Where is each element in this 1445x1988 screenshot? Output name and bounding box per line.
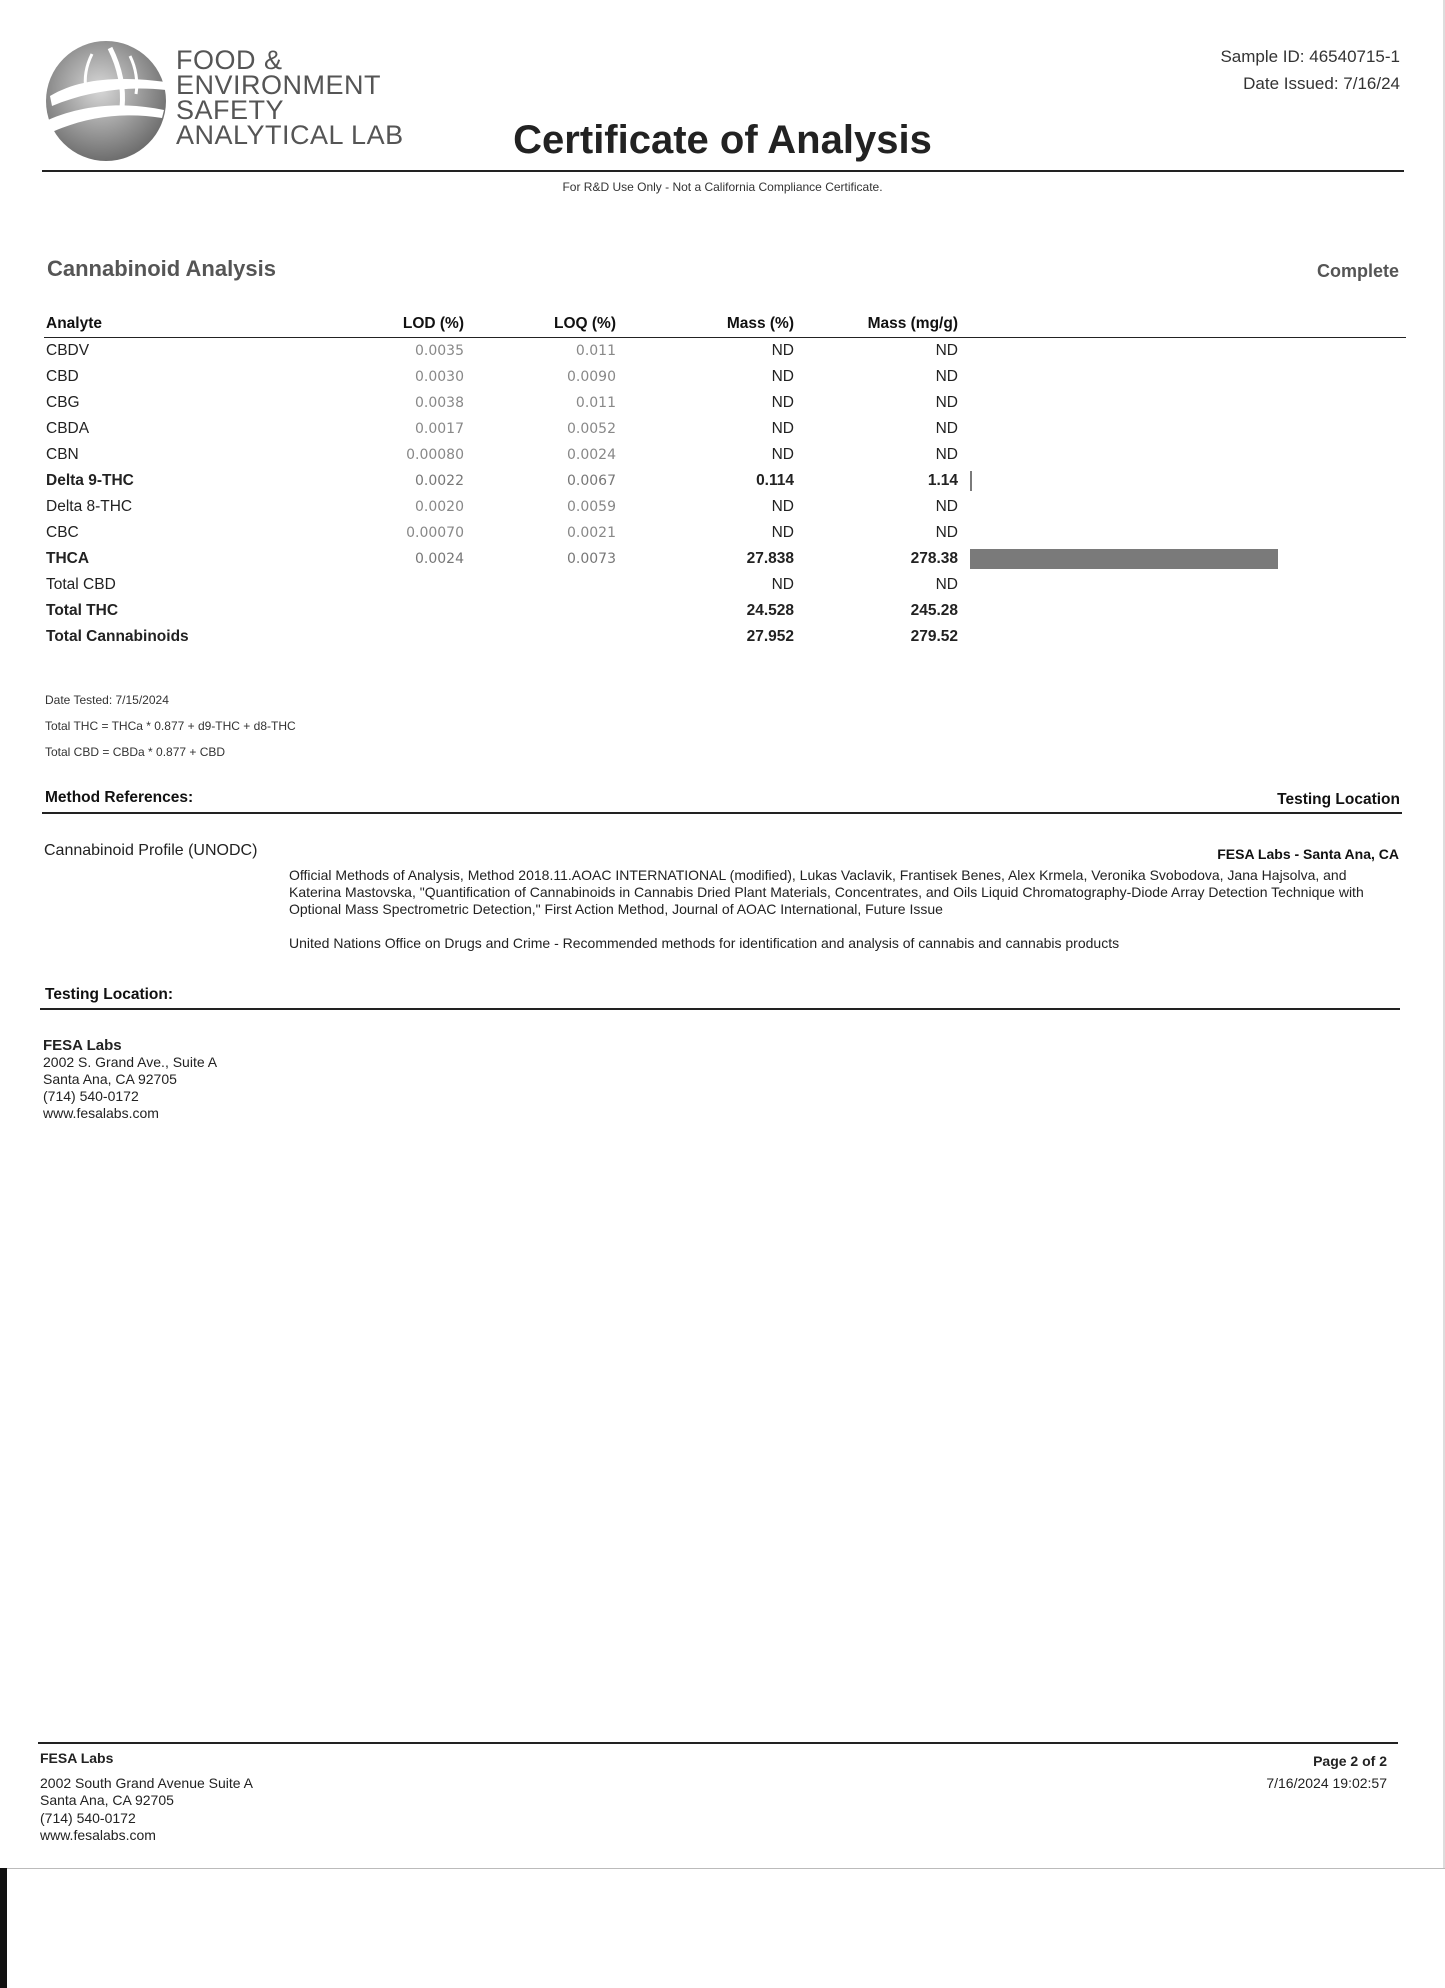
lod-cell: 0.00070 [406,525,464,541]
table-row [44,364,1406,390]
mass-percent-cell: 27.838 [746,550,794,567]
footer-lab-name: FESA Labs [40,1750,114,1766]
loq-cell [470,572,622,598]
mass-mg-cell: 1.14 [927,472,958,489]
mass-bar-cell [964,546,1406,572]
mass-mg-cell: 278.38 [910,550,958,567]
logo-line: ENVIRONMENT [176,70,382,100]
lod-cell [282,598,470,624]
mass-mg-cell: 279.52 [910,628,958,645]
table-row [44,572,1406,598]
mass-bar-cell [964,364,1406,390]
compliance-note: For R&D Use Only - Not a California Compliance Certificate. [562,180,883,194]
method-name: Cannabinoid Profile (UNODC) [44,842,258,859]
analyte-cell: Total CBD [46,576,116,593]
address-line: Santa Ana, CA 92705 [43,1071,177,1087]
mass-bar [970,549,1278,569]
column-header: Mass (mg/g) [800,312,964,338]
analyte-cell: THCA [46,550,90,567]
table-row [44,442,1406,468]
method-location: FESA Labs - Santa Ana, CA [1217,846,1399,862]
footer-phone: (714) 540-0172 [40,1809,136,1826]
mass-percent-cell: ND [771,576,794,593]
mass-bar-cell [964,442,1406,468]
table-row [44,338,1406,365]
lab-name: FESA Labs [43,1037,122,1054]
mass-mg-cell: ND [935,524,958,541]
analyte-cell: Total THC [46,602,119,619]
footer-address [40,1750,253,1845]
analyte-cell: CBC [46,524,79,541]
footer-page-info [1266,1750,1387,1794]
testing-location-address [43,1037,217,1122]
mass-bar-cell [964,468,1406,494]
loq-cell: 0.011 [575,395,616,411]
cannabinoid-table [44,312,1406,650]
mass-mg-cell: ND [935,576,958,593]
column-header-blank [964,312,1406,338]
mass-percent-cell: ND [771,524,794,541]
mass-percent-cell: 27.952 [746,628,794,645]
mass-bar-cell [964,520,1406,546]
loq-cell: 0.0052 [567,421,616,437]
mass-mg-cell: ND [935,342,958,359]
address-line: 2002 S. Grand Ave., Suite A [43,1054,218,1070]
table-row [44,520,1406,546]
test-notes [45,687,296,765]
mass-mg-cell: ND [935,394,958,411]
analyte-cell: Delta 9-THC [46,472,134,489]
lod-cell: 0.0035 [415,343,464,359]
loq-cell: 0.0021 [567,525,616,541]
phone: (714) 540-0172 [43,1088,139,1104]
mass-mg-cell: ND [935,498,958,515]
mass-mg-cell: ND [935,420,958,437]
column-header: LOQ (%) [470,312,622,338]
mass-bar-cell [964,598,1406,624]
table-row [44,624,1406,650]
mass-bar-cell [964,416,1406,442]
table-row [44,416,1406,442]
methods-rule [42,812,1402,814]
testing-location-rule [40,1008,1400,1010]
lod-cell [282,572,470,598]
method-body [289,867,1389,969]
lod-cell: 0.0017 [415,421,464,437]
mass-bar-cell [964,338,1406,365]
table-row [44,598,1406,624]
loq-cell [470,598,622,624]
mass-mg-cell: 245.28 [910,602,958,619]
lod-cell: 0.0038 [415,395,464,411]
lod-cell [282,624,470,650]
scan-edge-shadow [0,1868,7,1988]
column-header: Analyte [44,312,282,338]
mass-percent-cell: ND [771,368,794,385]
method-reference: Official Methods of Analysis, Method 2018.11.AOAC INTERNATIONAL (modified), Lukas Vaclavik, Frantisek Benes, Alex Krmela, Veronika Svobodova, Jana Hajsolva, and Katerina Mastovska, "Quantification of Cannabinoids in Cannabis Dried Plant Materials, Concentrates, and Oils Liquid Chromatography-Diode Array Detection Technique with Optional Mass Spectrometric Detection," First Action Method, Journal of AOAC International, Future Issue [289,867,1364,917]
mass-mg-cell: ND [935,368,958,385]
footer-address-line: 2002 South Grand Avenue Suite A [40,1774,254,1791]
website: www.fesalabs.com [43,1105,159,1121]
column-header: Mass (%) [622,312,800,338]
date-tested: Date Tested: 7/15/2024 [45,693,169,707]
analyte-cell: Delta 8-THC [46,498,133,515]
mass-percent-cell: ND [771,498,794,515]
analyte-cell: CBD [46,368,79,385]
sample-id: Sample ID: 46540715-1 [1220,47,1400,66]
lod-cell: 0.0022 [415,473,464,489]
table-row [44,494,1406,520]
logo-line: FOOD & [176,45,283,75]
lod-cell: 0.0030 [415,369,464,385]
column-header: LOD (%) [282,312,470,338]
analyte-cell: CBDV [46,342,90,359]
method-references-heading: Method References: [45,789,194,806]
table-row [44,468,1406,494]
table-row [44,390,1406,416]
analyte-cell: CBN [46,446,79,463]
status-badge: Complete [1316,261,1399,281]
date-issued: Date Issued: 7/16/24 [1243,74,1400,93]
mass-bar-cell [964,624,1406,650]
method-reference: United Nations Office on Drugs and Crime - Recommended methods for identification and analysis of cannabis and cannabis products [289,935,1120,951]
testing-location-section-heading: Testing Location: [45,986,174,1003]
logo-line: ANALYTICAL LAB [176,120,404,150]
scan-edge-line [0,1868,1445,1869]
testing-location-heading: Testing Location [1277,791,1400,808]
mass-bar-cell [964,390,1406,416]
footer-rule [38,1742,1398,1744]
lod-cell: 0.00080 [406,447,464,463]
loq-cell: 0.0067 [567,473,616,489]
logo-line: SAFETY [176,95,285,125]
page-number: Page 2 of 2 [1313,1753,1387,1769]
table-row [44,546,1406,572]
analyte-cell: Total Cannabinoids [46,628,189,645]
mass-percent-cell: ND [771,446,794,463]
loq-cell: 0.0024 [567,447,616,463]
sample-meta [1220,43,1400,97]
print-timestamp: 7/16/2024 19:02:57 [1266,1775,1387,1791]
loq-cell: 0.0090 [567,369,616,385]
loq-cell: 0.0073 [567,551,616,567]
loq-cell: 0.011 [575,343,616,359]
mass-percent-cell: 24.528 [746,602,794,619]
mass-percent-cell: ND [771,420,794,437]
mass-bar-cell [964,494,1406,520]
footer-website: www.fesalabs.com [40,1827,156,1843]
mass-bar [970,471,972,491]
mass-percent-cell: ND [771,394,794,411]
total-cbd-formula: Total CBD = CBDa * 0.877 + CBD [45,745,226,759]
footer-address-line: Santa Ana, CA 92705 [40,1792,174,1808]
total-thc-formula: Total THC = THCa * 0.877 + d9-THC + d8-THC [45,719,296,733]
loq-cell [470,624,622,650]
lod-cell: 0.0020 [415,499,464,515]
analyte-cell: CBG [46,394,80,411]
loq-cell: 0.0059 [567,499,616,515]
analyte-cell: CBDA [46,420,90,437]
section-title: Cannabinoid Analysis [47,256,277,281]
mass-mg-cell: ND [935,446,958,463]
mass-percent-cell: ND [771,342,794,359]
header-rule [42,170,1404,172]
mass-bar-cell [964,572,1406,598]
lod-cell: 0.0024 [415,551,464,567]
document-title: Certificate of Analysis [513,118,932,162]
mass-percent-cell: 0.114 [756,472,794,489]
table-header-row [44,312,1406,338]
